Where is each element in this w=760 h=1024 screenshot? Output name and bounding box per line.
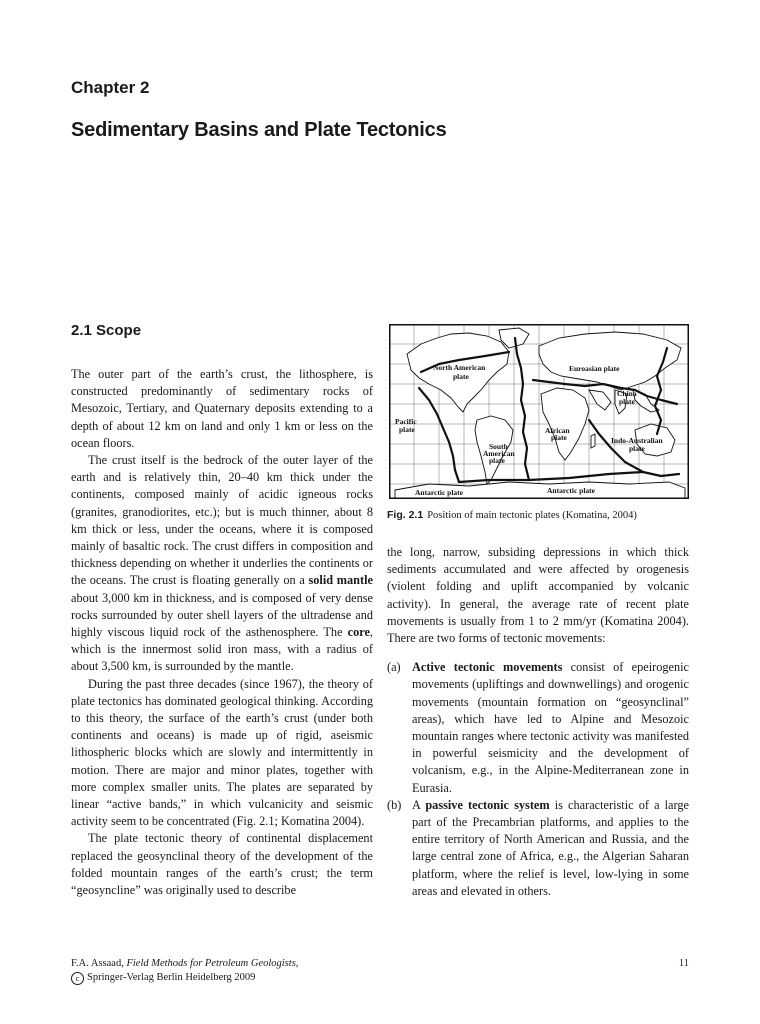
figure-caption-text: Position of main tectonic plates (Komatina, 2004) [427,510,637,521]
label-euroasian-plate: Euroasian plate [569,364,620,373]
label-antarctic-plate-right: Antarctic plate [547,486,595,495]
term-active-tectonic-movements: Active tectonic movements [412,660,563,675]
footer-author: F.A. Assaad, [71,958,127,969]
map-svg [389,324,689,499]
tectonic-plates-map [389,324,689,499]
term-core: core [347,625,370,640]
text-run: The crust itself is the bedrock of the outer layer of the earth and is relatively thin, 20–40 km thick under the continents, composed mainly of acidic igneous rocks (granites, granodiorites, etc.); but is much thinner, about 8 km thick or less, under the oceans, where it is composed mainly of basaltic rock. The crust differs in composition and thickness depending on whether it underlies the continents or the oceans. The crust is floating generally on a [71,453,373,588]
text-run: A [412,797,426,812]
label-china-plate-1: China [617,389,637,398]
tectonic-movements-list [387,659,689,900]
label-north-american-plate-2: plate [453,372,469,381]
chapter-label: Chapter 2 [71,78,150,97]
paragraph: The outer part of the earth’s crust, the lithosphere, is constructed predominantly of sedimentary rocks of Mesozoic, Tertiary, and Quaternary deposits extending to a depth of about 12 km on land and only 1 km or less on the ocean floors. [71,367,373,450]
label-north-american-plate-1: North American [433,363,486,372]
footer-publisher: Springer-Verlag Berlin Heidelberg 2009 [87,972,256,983]
label-south-american-plate-3: plate [489,456,505,465]
right-column [387,544,689,900]
label-indo-australian-plate-2: plate [629,444,645,453]
footer-book-title: Field Methods for Petroleum Geologists [126,958,296,969]
text-run: about 3,000 km in thickness, and is composed of very dense rocks surrounded by outer shell layers of the ultradense and highly viscous liquid rock of the asthenosphere. The [71,590,373,640]
list-item [387,797,689,900]
paragraph [71,452,373,676]
label-antarctic-plate-left: Antarctic plate [415,488,463,497]
label-south-american-plate-1: South [489,442,508,451]
list-marker: (a) [387,660,401,675]
figure-label: Fig. 2.1 [387,509,424,521]
text-run: , which is the innermost solid iron mass, with a radius of about 3,500 km, is surrounded by the mantle. [71,625,373,674]
label-south-american-plate-2: American [483,449,515,458]
madagascar-outline [591,434,595,448]
list-item [387,659,689,797]
term-solid-mantle: solid mantle [308,573,373,588]
footer-copyright [71,971,689,985]
text-run: consist of epeirogenic movements (upliftings and downwellings) and orogenic movements (mountain formation on “geosynclinal” areas), which have led to Alpine and Mesozoic mountain ranges where tectonic activity was manifested in powerful seismicity and the development of volcanism, e.g., in the Alpine-Mediterranean zone in Eurasia. [412,660,689,795]
paragraph: the long, narrow, subsiding depressions in which thick sediments accumulated and were affected by orogenesis (violent folding and uplift accompanied by volcanic activity). In general, the average rate of recent plate movements is usually from 1 to 2 mm/yr (Komatina 2004). There are two forms of tectonic movements: [387,545,689,646]
page-number: 11 [678,958,689,969]
section-heading: 2.1 Scope [71,322,142,339]
footer-comma: , [295,958,299,969]
chapter-title: Sedimentary Basins and Plate Tectonics [71,119,447,141]
figure-caption [387,509,697,521]
label-african-plate-2: plate [551,433,567,442]
label-pacific-plate-1: Pacific [395,417,417,426]
label-china-plate-2: plate [619,397,635,406]
list-marker: (b) [387,797,402,812]
page-footer [71,957,689,985]
copyright-icon: c [71,972,84,985]
term-passive-tectonic-system: passive tectonic system [425,797,550,812]
label-pacific-plate-2: plate [399,425,415,434]
paragraph: The plate tectonic theory of continental displacement replaced the geosynclinal theory of the development of the folded mountain ranges of the earth’s crust; the term “geosyncline” was originally used to describe [71,831,373,898]
text-run: is characteristic of a large part of the Precambrian platforms, and applies to the entire territory of North American and Russia, and the large central zone of Africa, e.g., the Algerian Saharan platform, where the relief is level, low-lying in some areas and elevated in others. [412,797,689,898]
label-indo-australian-plate-1: Indo-Australian [611,436,663,445]
footer-citation [71,957,689,971]
label-african-plate-1: African [545,426,570,435]
paragraph: During the past three decades (since 1967), the theory of plate tectonics has dominated geological thinking. According to this theory, the surface of the earth’s crust (under both continents and oceans) is made up of rigid, aseismic lithospheric blocks which are slowly and intermittently in motion. There are major and minor plates, together with more complex smaller units. The plates are separated by linear “active bands,” in which vulcanicity and seismic activity seem to be concentrated (Fig. 2.1; Komatina 2004). [71,676,373,829]
left-column [71,366,373,899]
